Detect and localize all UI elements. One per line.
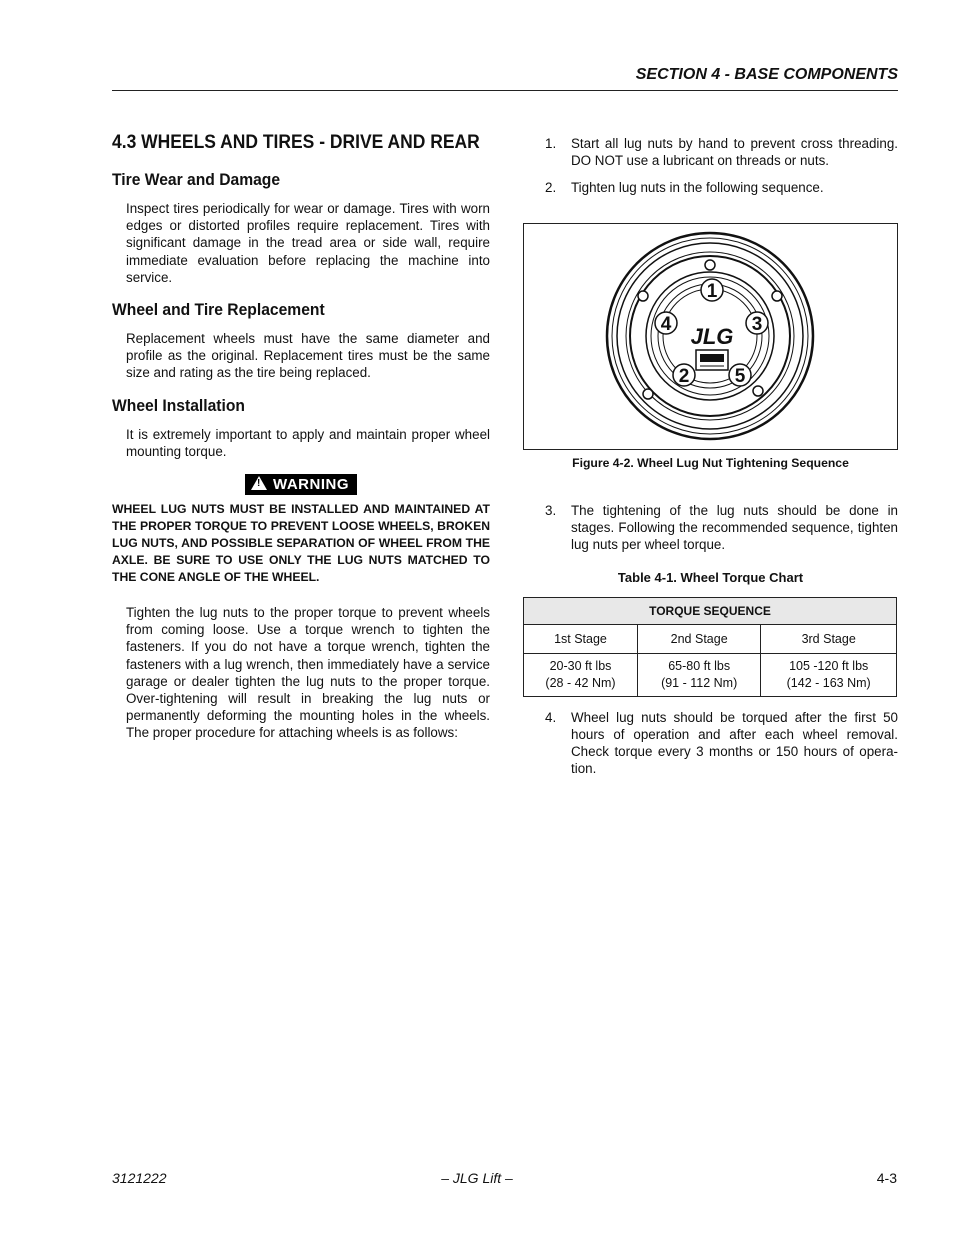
installation-text: It is extremely important to apply and maintain proper wheel mounting torque. xyxy=(126,426,490,459)
lug-label-2: 2 xyxy=(678,366,690,387)
lug-label-1: 1 xyxy=(706,281,718,302)
lug-label-3: 3 xyxy=(751,314,763,335)
tire-wear-text: Inspect tires periodically for wear or damage. Tires with worn edges or distorted profiles require replacement. Tires with significant damage in the tread area or side wall, require immediate evaluation before replacing the machine into service. xyxy=(126,201,490,285)
step-2 xyxy=(523,179,898,196)
left-column xyxy=(112,132,490,756)
section-title: SECTION 4 - BASE COMPONENTS xyxy=(635,66,898,83)
jlg-logo: JLG xyxy=(690,324,734,349)
wheel-figure xyxy=(523,223,898,450)
step-4-block xyxy=(523,709,898,787)
page-title: 4.3 WHEELS AND TIRES - DRIVE AND REAR xyxy=(112,132,480,153)
step-number: 1. xyxy=(545,136,557,151)
step-1 xyxy=(523,135,898,169)
figure-caption: Figure 4-2. Wheel Lug Nut Tightening Sequence xyxy=(572,456,849,470)
tire-wear-heading: Tire Wear and Damage xyxy=(112,170,281,189)
warning-label: WARNING xyxy=(273,476,349,494)
page-header xyxy=(112,64,898,91)
step-number: 2. xyxy=(545,180,557,195)
torque-nm: (28 - 42 Nm) xyxy=(545,676,616,690)
doc-number: 3121222 xyxy=(112,1170,167,1186)
torque-nm: (142 - 163 Nm) xyxy=(786,676,871,690)
replacement-text: Replacement wheels must have the same diameter and profile as the original. Replacement tires must be the same size and rating as the tire being replaced. xyxy=(126,331,490,381)
column-header: 1st Stage xyxy=(524,625,638,654)
step-3-block xyxy=(523,502,898,563)
torque-nm: (91 - 112 Nm) xyxy=(661,676,738,690)
column-header: 3rd Stage xyxy=(761,625,897,654)
lug-label-5: 5 xyxy=(734,366,746,387)
replacement-heading: Wheel and Tire Replacement xyxy=(112,300,325,320)
page-number: 4-3 xyxy=(876,1170,897,1186)
table-header: TORQUE SEQUENCE xyxy=(524,598,897,625)
step-number: 4. xyxy=(545,710,557,725)
warning-banner xyxy=(112,474,490,495)
column-header: 2nd Stage xyxy=(637,625,760,654)
step-number: 3. xyxy=(545,503,557,518)
lug-label-4: 4 xyxy=(660,314,672,335)
procedure-text: Tighten the lug nuts to the proper torque to prevent wheels from coming loose. Use a torque wrench to tighten the fasteners. If you do not have a torque wrench, tighten the fasteners with a lug wrench, then immediately have a service garage or dealer tighten the lug nuts to the proper torque. Over-tightening will result in breaking the lug nuts or permanently deforming the mounting holes in the wheels. The proper procedure for attaching wheels is as follows: xyxy=(126,605,490,741)
footer-brand: – JLG Lift – xyxy=(441,1170,513,1186)
step-text: Wheel lug nuts should be torqued after the first 50 hours of operation and after each wheel removal. Check torque every 3 months or 150 hours of opera-tion. xyxy=(571,710,898,776)
torque-table xyxy=(523,597,897,697)
table-cell xyxy=(637,654,760,697)
warning-label-box xyxy=(245,474,357,495)
step-text: Tighten lug nuts in the following sequence. xyxy=(571,180,824,195)
steps-1-2 xyxy=(523,135,898,206)
installation-heading: Wheel Installation xyxy=(112,395,245,415)
step-3 xyxy=(523,502,898,553)
table-caption: Table 4-1. Wheel Torque Chart xyxy=(617,570,804,585)
warning-icon: ! xyxy=(251,476,267,490)
table-cell xyxy=(761,654,897,697)
step-4 xyxy=(523,709,898,777)
warning-text: WHEEL LUG NUTS MUST BE INSTALLED AND MAINTAINED AT THE PROPER TORQUE TO PREVENT LOOSE WHEELS, BROKEN LUG NUTS, AND POSSIBLE SEPARATION OF WHEEL FROM THE AXLE. BE SURE TO USE ONLY THE LUG NUTS MATCHED TO THE CONE ANGLE OF THE WHEEL. xyxy=(112,502,490,585)
step-text: Start all lug nuts by hand to prevent cross threading. DO NOT use a lubricant on threads or nuts. xyxy=(571,136,898,168)
torque-ft: 20-30 ft lbs xyxy=(549,659,612,673)
torque-ft: 65-80 ft lbs xyxy=(668,659,731,673)
step-text: The tightening of the lug nuts should be done in stages. Following the recommended sequence, tighten lug nuts per wheel torque. xyxy=(571,503,898,552)
torque-ft: 105 -120 ft lbs xyxy=(789,659,869,673)
wheel-illustration xyxy=(524,224,897,449)
table-cell xyxy=(524,654,638,697)
